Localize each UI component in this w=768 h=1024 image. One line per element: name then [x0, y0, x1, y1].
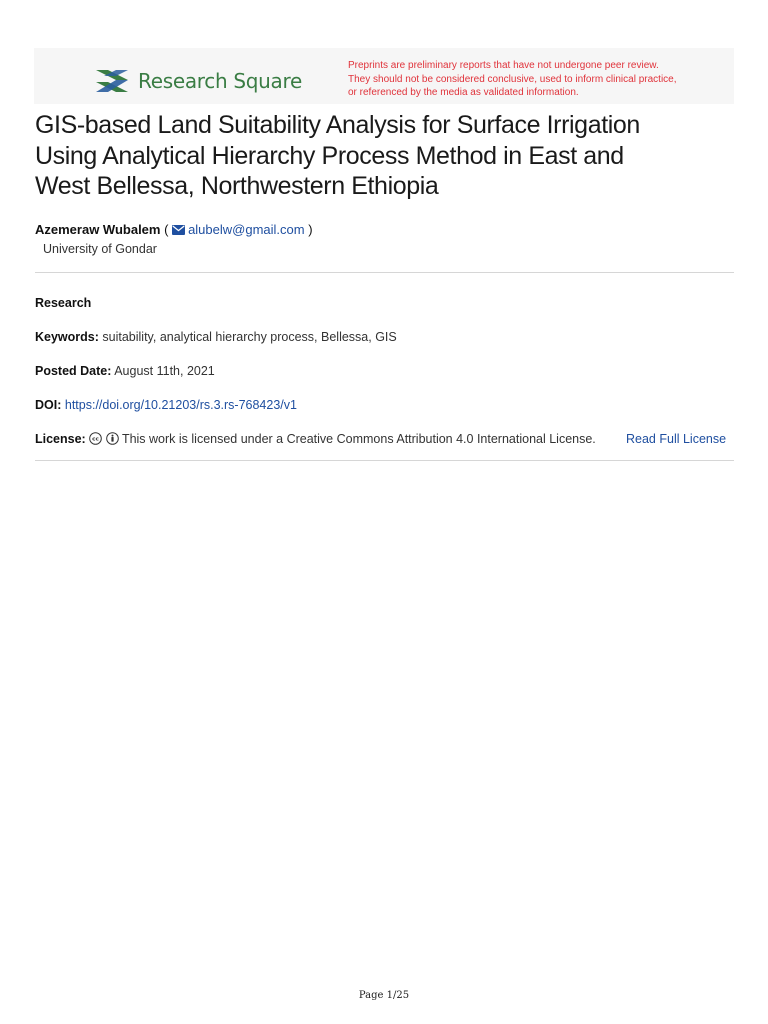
doi-label: DOI: — [35, 398, 62, 412]
title-line: GIS-based Land Suitability Analysis for Surface Irrigation — [35, 111, 640, 139]
author-affiliation: University of Gondar — [43, 242, 157, 256]
author-line — [35, 222, 313, 238]
keywords-value: suitability, analytical hierarchy process, Bellessa, GIS — [102, 330, 397, 344]
divider — [35, 272, 734, 273]
brand-name: Research Square — [138, 69, 303, 93]
author-email: alubelw@gmail.com — [188, 222, 305, 237]
open-paren: ( — [164, 222, 169, 237]
research-square-logo-icon — [94, 66, 130, 96]
license-row — [35, 432, 596, 448]
doi-row — [35, 398, 297, 412]
doi-link[interactable]: https://doi.org/10.21203/rs.3.rs-768423/v1 — [64, 398, 297, 412]
article-type: Research — [35, 296, 92, 310]
envelope-icon — [172, 223, 185, 238]
page-number: Page 1/25 — [358, 990, 410, 1001]
author-name: Azemeraw Wubalem — [35, 222, 161, 237]
title-line: West Bellessa, Northwestern Ethiopia — [35, 172, 439, 200]
cc-icon — [89, 432, 102, 448]
read-full-license-link[interactable]: Read Full License — [626, 432, 727, 446]
disclaimer-line: They should not be considered conclusive, used to inform clinical practice, — [348, 73, 677, 85]
divider — [35, 460, 734, 461]
attribution-icon — [106, 432, 119, 448]
disclaimer-line: or referenced by the media as validated information. — [348, 87, 579, 98]
svg-text:cc: cc — [92, 436, 100, 443]
close-paren: ) — [308, 222, 313, 237]
license-label: License: — [35, 432, 86, 446]
keywords-label: Keywords: — [35, 330, 99, 344]
preprint-disclaimer — [348, 59, 718, 100]
license-text: This work is licensed under a Creative Commons Attribution 4.0 International License. — [121, 432, 596, 446]
title-line: Using Analytical Hierarchy Process Method in East and — [35, 141, 624, 170]
paper-title — [35, 110, 735, 202]
research-square-logo[interactable] — [94, 64, 302, 98]
disclaimer-line: Preprints are preliminary reports that have not undergone peer review. — [348, 60, 659, 71]
author-email-link[interactable] — [172, 222, 308, 237]
posted-date-label: Posted Date: — [35, 364, 112, 378]
keywords-row — [35, 330, 397, 344]
posted-date-value: August 11th, 2021 — [114, 364, 215, 378]
posted-date-row — [35, 364, 215, 378]
